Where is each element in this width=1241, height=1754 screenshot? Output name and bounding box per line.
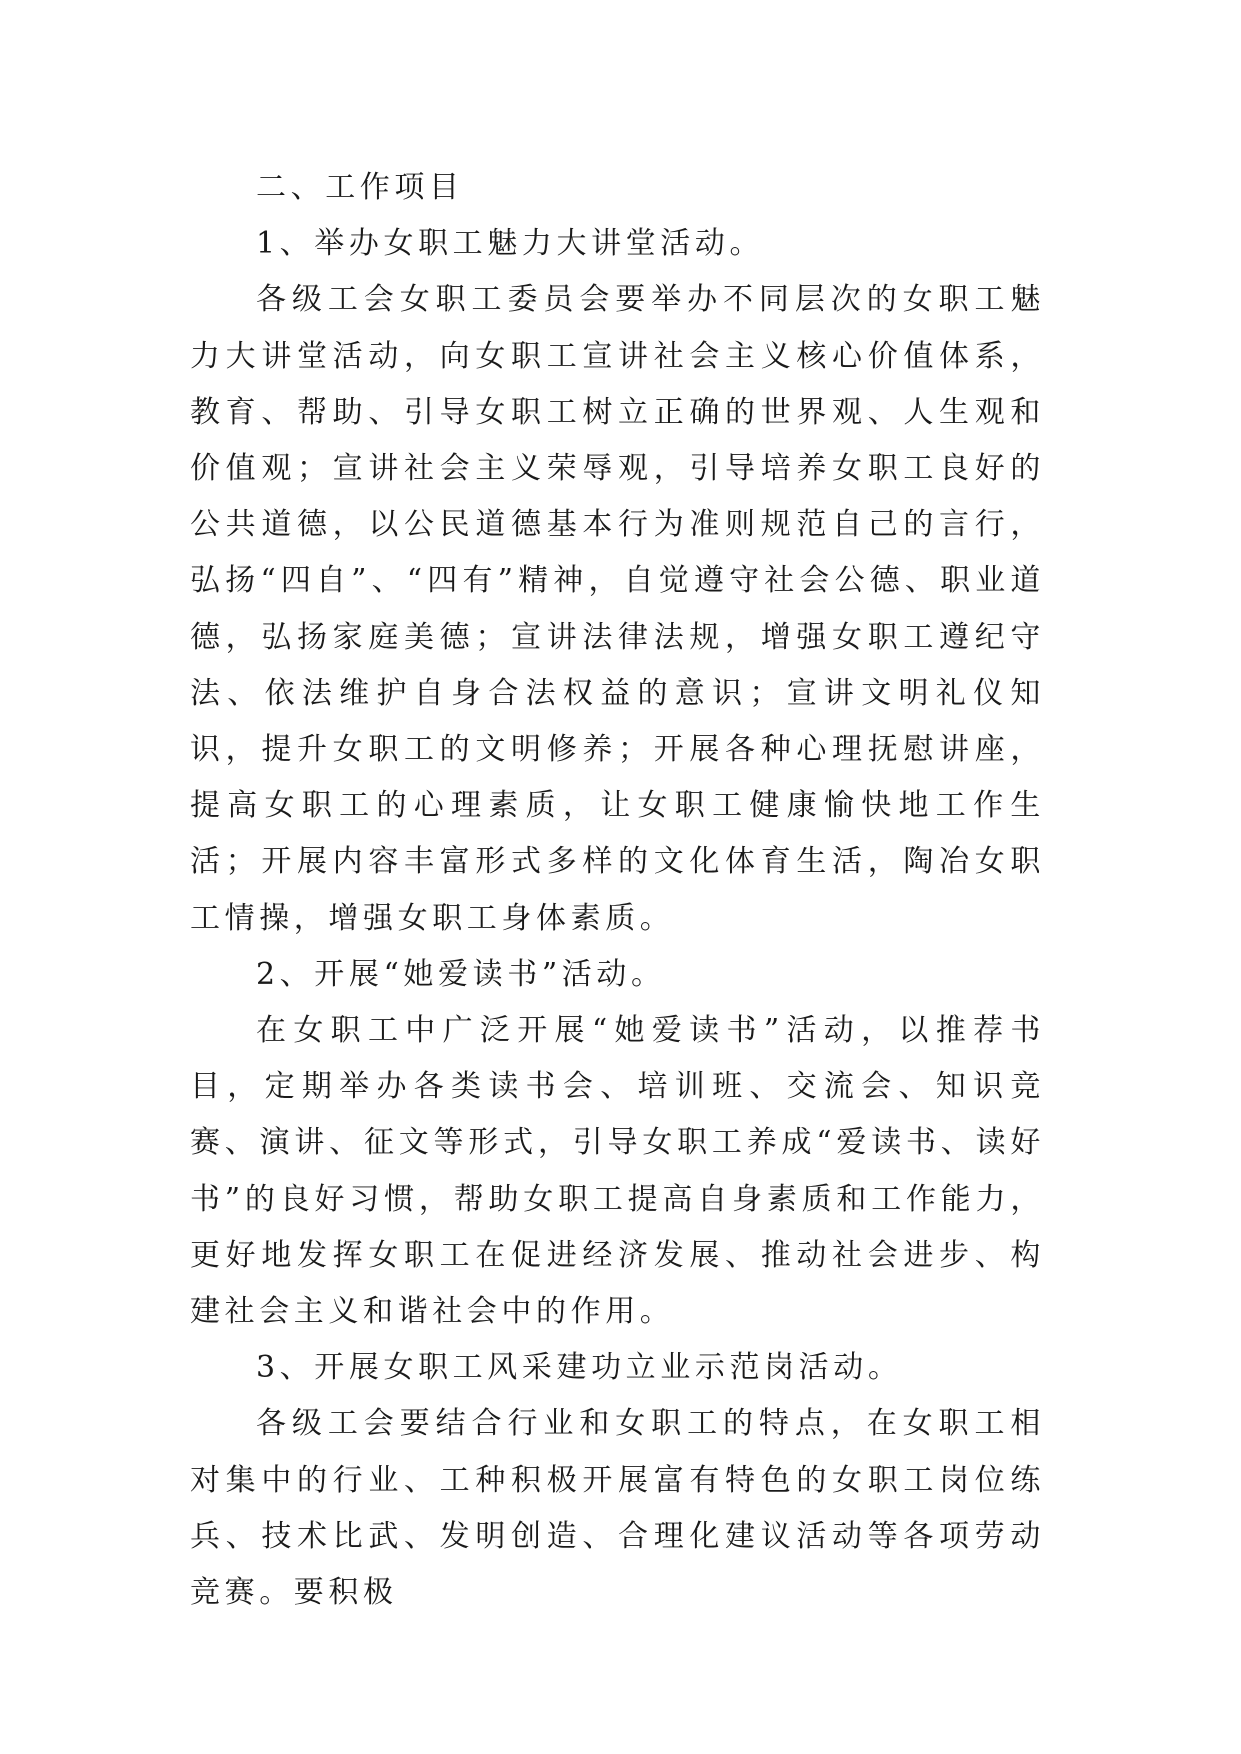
item-1-paragraph: 各级工会女职工委员会要举办不同层次的女职工魅力大讲堂活动，向女职工宣讲社会主义核心价值体系，教育、帮助、引导女职工树立正确的世界观、人生观和价值观；宣讲社会主义荣辱观，引导培养女职工良好的公共道德，以公民道德基本行为准则规范自己的言行，弘扬“四自”、“四有”精神，自觉遵守社会公德、职业道德，弘扬家庭美德；宣讲法律法规，增强女职工遵纪守法、依法维护自身合法权益的意识；宣讲文明礼仪知识，提升女职工的文明修养；开展各种心理抚慰讲座，提高女职工的心理素质，让女职工健康愉快地工作生活；开展内容丰富形式多样的文化体育生活，陶冶女职工情操，增强女职工身体素质。: [190, 282, 1045, 936]
document-body: [190, 160, 1045, 1621]
item-3-paragraph: 各级工会要结合行业和女职工的特点，在女职工相对集中的行业、工种积极开展富有特色的女职工岗位练兵、技术比武、发明创造、合理化建议活动等各项劳动竞赛。要积极: [190, 1406, 1045, 1611]
item-3-title: 3、开展女职工风采建功立业示范岗活动。: [256, 1350, 903, 1386]
item-2-title: 2、开展“她爱读书”活动。: [256, 956, 666, 992]
section-heading: 二、工作项目: [256, 170, 464, 205]
item-1-title: 1、举办女职工魅力大讲堂活动。: [256, 226, 765, 262]
item-2-paragraph: 在女职工中广泛开展“她爱读书”活动，以推荐书目，定期举办各类读书会、培训班、交流会、知识竞赛、演讲、征文等形式，引导女职工养成“爱读书、读好书”的良好习惯，帮助女职工提高自身素质和工作能力，更好地发挥女职工在促进经济发展、推动社会进步、构建社会主义和谐社会中的作用。: [190, 1013, 1045, 1330]
